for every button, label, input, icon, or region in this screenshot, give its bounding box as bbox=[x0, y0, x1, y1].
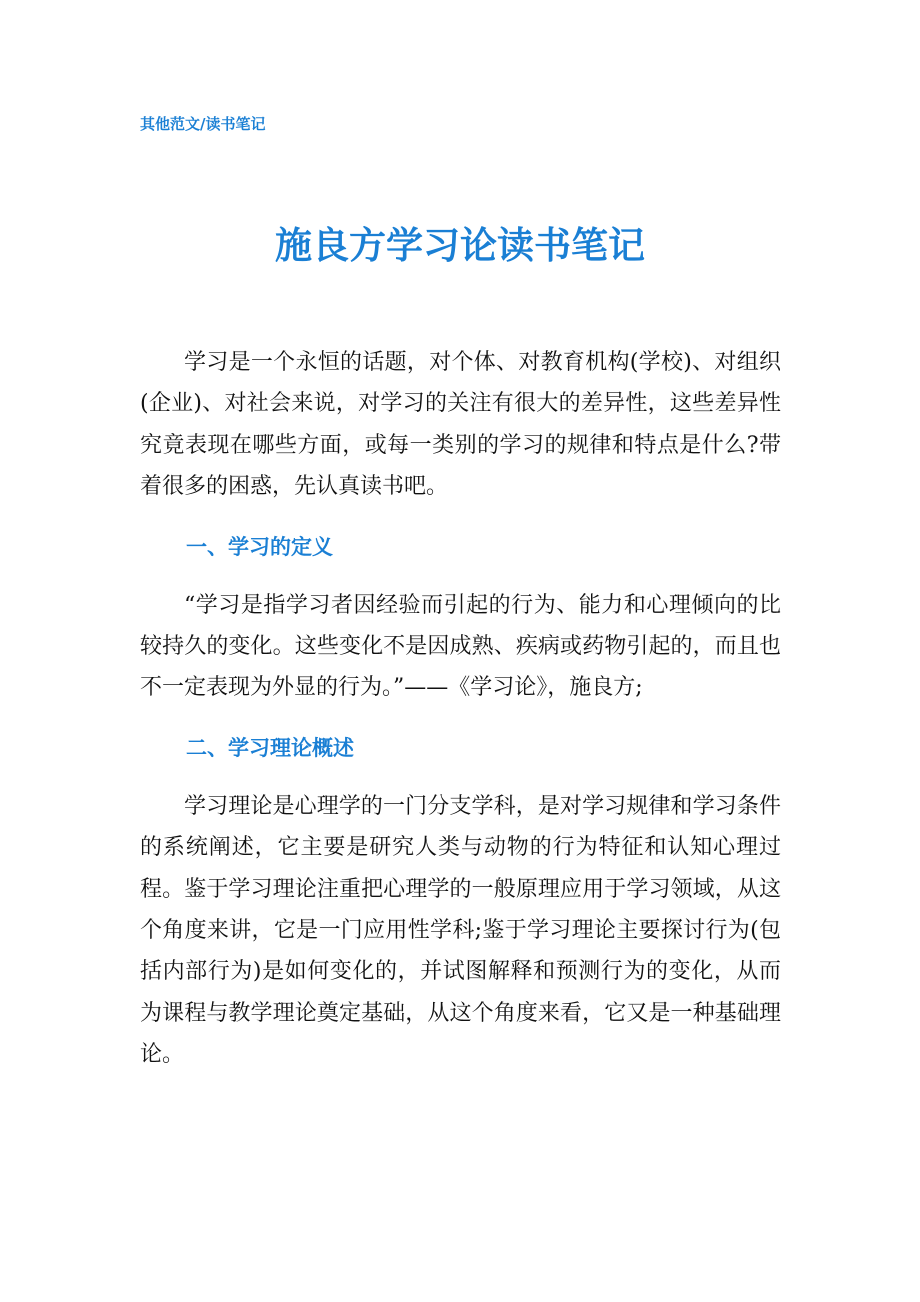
page-title: 施良方学习论读书笔记 bbox=[275, 224, 645, 267]
section-heading-theory: 二、学习理论概述 bbox=[186, 735, 354, 760]
theory-paragraph: 学习理论是心理学的一门分支学科，是对学习规律和学习条件的系统阐述，它主要是研究人类与动物的行为特征和认知心理过程。鉴于学习理论注重把心理学的一般原理应用于学习领域，从这个角度来讲，它是一门应用性学科;鉴于学习理论主要探讨行为(包括内部行为)是如何变化的，并试图解释和预测行为的变化，从而为课程与教学理论奠定基础，从这个角度来看，它又是一种基础理论。 bbox=[140, 793, 781, 1068]
intro-paragraph: 学习是一个永恒的话题，对个体、对教育机构(学校)、对组织(企业)、对社会来说，对学习的关注有很大的差异性，这些差异性究竟表现在哪些方面，或每一类别的学习的规律和特点是什么?带着很多的困惑，先认真读书吧。 bbox=[140, 350, 781, 500]
article-body bbox=[140, 342, 781, 1076]
definition-paragraph: “学习是指学习者因经验而引起的行为、能力和心理倾向的比较持久的变化。这些变化不是因成熟、疾病或药物引起的，而且也不一定表现为外显的行为。”——《学习论》，施良方; bbox=[140, 592, 781, 701]
breadcrumb[interactable]: 其他范文/读书笔记 bbox=[140, 115, 266, 133]
section-heading-definition: 一、学习的定义 bbox=[186, 534, 333, 559]
